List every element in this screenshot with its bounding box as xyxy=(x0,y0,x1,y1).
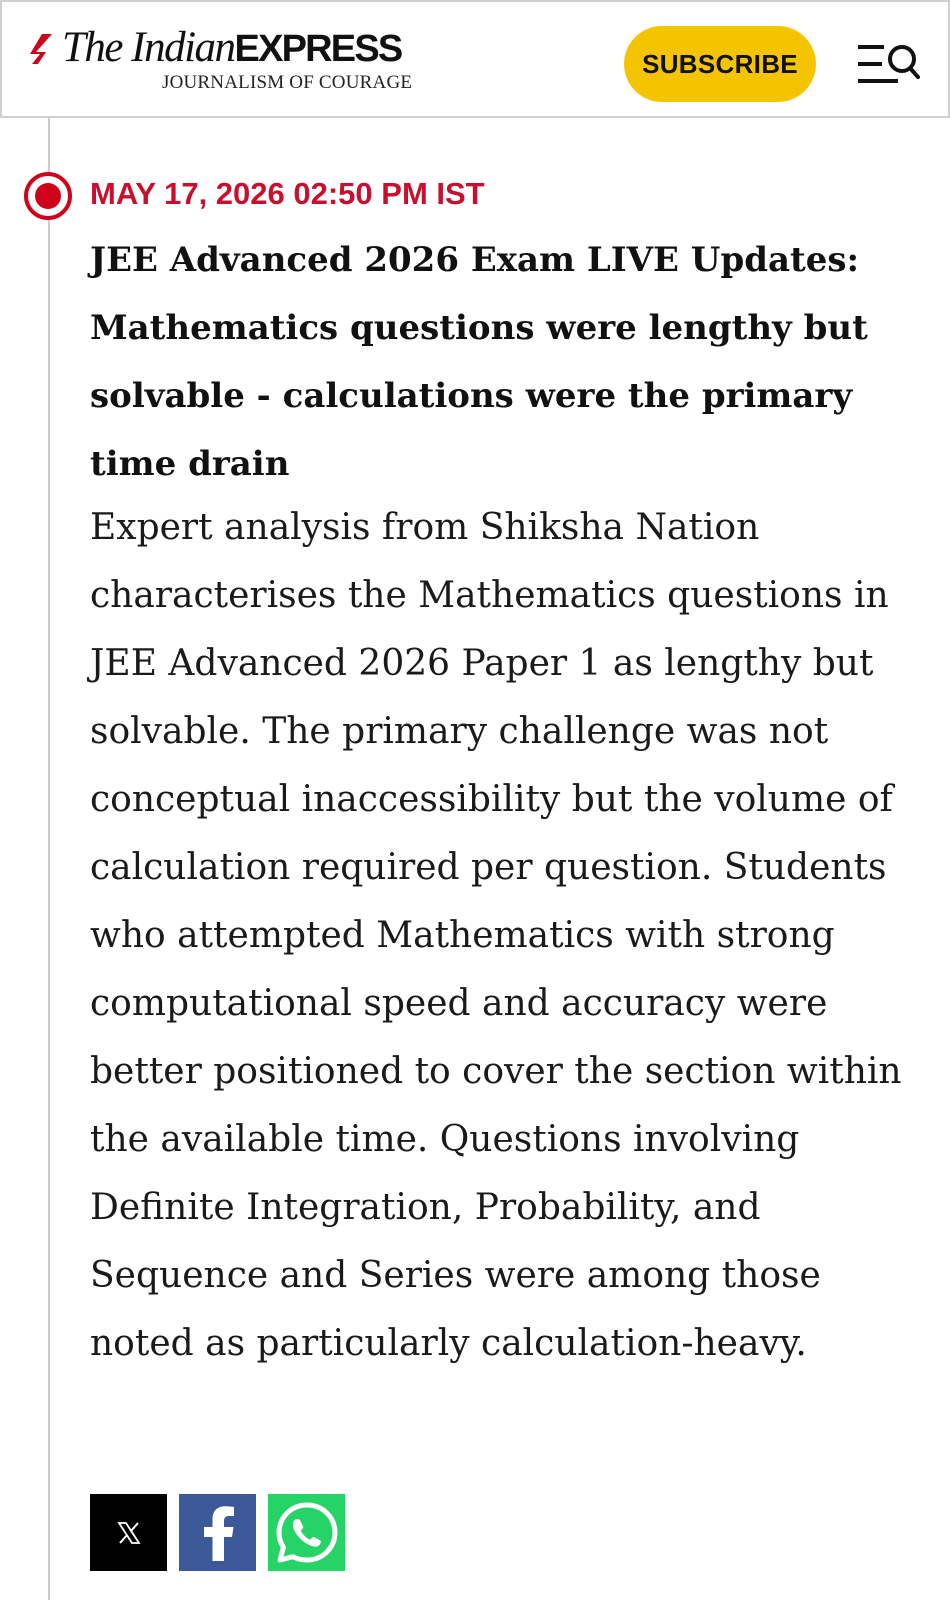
whatsapp-icon xyxy=(274,1500,340,1566)
subscribe-button[interactable]: SUBSCRIBE xyxy=(624,26,816,102)
share-x-button[interactable] xyxy=(90,1494,167,1571)
logo-flame-icon xyxy=(28,32,62,66)
post-headline: JEE Advanced 2026 Exam LIVE Updates: Mathematics questions were lengthy but solvable - calculations were the primary time drain xyxy=(90,240,868,484)
facebook-icon xyxy=(198,1505,238,1561)
logo-bold-text: EXPRESS xyxy=(234,28,402,70)
menu-search-icon[interactable] xyxy=(858,42,920,86)
share-facebook-button[interactable] xyxy=(179,1494,256,1571)
live-indicator-icon xyxy=(24,172,72,220)
post-timestamp: MAY 17, 2026 02:50 PM IST xyxy=(90,176,485,211)
post-body: Expert analysis from Shiksha Nation characterises the Mathematics questions in JEE Advanced 2026 Paper 1 as lengthy but solvable. The primary challenge was not conceptual inaccessibility but the volume of calculation required per question. Students who attempted Mathematics with strong computational speed and accuracy were better positioned to cover the section within the available time. Questions involving Definite Integration, Probability, and Sequence and Series were among those noted as particularly calculation-heavy. xyxy=(90,507,902,1364)
timeline-line xyxy=(48,118,50,1600)
share-whatsapp-button[interactable] xyxy=(268,1494,345,1571)
x-logo-icon xyxy=(116,1520,142,1546)
site-logo[interactable] xyxy=(28,24,428,104)
share-bar xyxy=(90,1494,345,1571)
logo-script-text: The Indian xyxy=(62,24,235,71)
site-header xyxy=(0,0,950,118)
logo-tagline: JOURNALISM OF COURAGE xyxy=(162,72,413,93)
